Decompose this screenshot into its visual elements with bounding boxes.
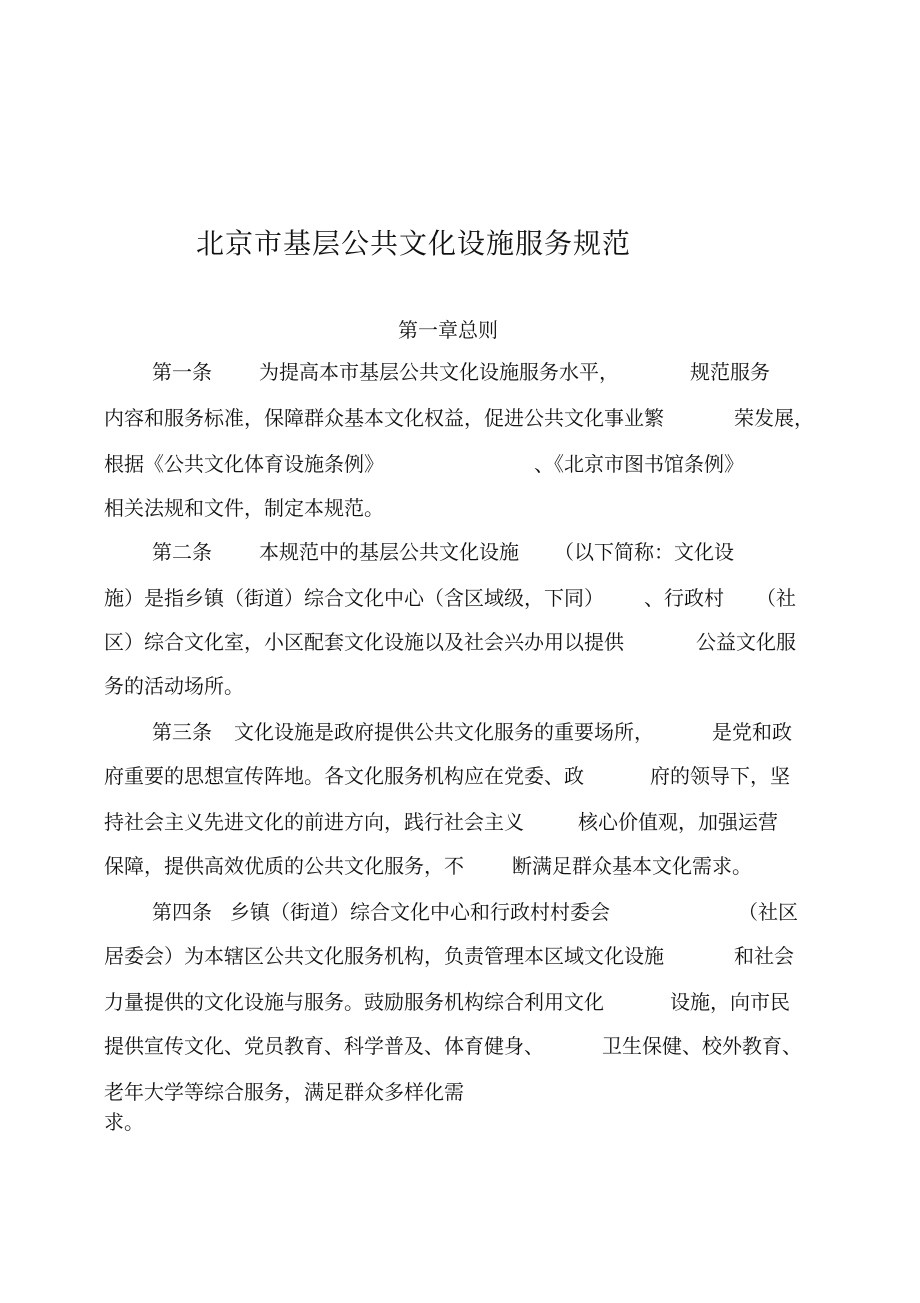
text-segment: 施）是指乡镇（街道）综合文化中心（含区域级，下同） (104, 586, 604, 610)
text-segment: 区）综合文化室，小区配套文化设施以及社会兴办用以提供 (104, 630, 624, 654)
text-segment: 断满足群众基本文化需求。 (512, 854, 752, 878)
text-segment: 规范服务 (690, 360, 770, 384)
text-segment: 荣发展， (734, 406, 814, 430)
text-segment: 内容和服务标准，保障群众基本文化权益，促进公共文化事业繁 (104, 406, 664, 430)
text-segment: 根据《公共文化体育设施条例》 (104, 452, 384, 476)
text-segment: 持社会主义先进文化的前进方向，践行社会主义 (104, 810, 524, 834)
text-segment: 、行政村 (644, 586, 724, 610)
text-segment: 府重要的思想宣传阵地。各文化服务机构应在党委、政 (104, 764, 584, 788)
article-2-label: 第二条 (152, 540, 212, 564)
text-segment: 文化设施是政府提供公共文化服务的重要场所， (234, 720, 654, 744)
text-segment: （社 (756, 586, 796, 610)
text-segment: 提供宣传文化、党员教育、科学普及、体育健身、 (104, 1034, 544, 1058)
article-3-label: 第三条 (152, 720, 212, 744)
text-segment: 、《北京市图书馆条例》 (534, 452, 744, 476)
article-1-label: 第一条 (152, 360, 212, 384)
text-segment: 老年大学等综合服务，满足群众多样化需 (104, 1080, 464, 1104)
text-segment: 相关法规和文件，制定本规范。 (104, 496, 384, 520)
text-segment: 力量提供的文化设施与服务。豉励服务机构综合利用文化 (104, 990, 604, 1014)
document-title: 北京市基层公共文化设施服务规范 (196, 227, 632, 260)
text-segment: 居委会）为本辖区公共文化服务机构，负责管理本区域文化设施 (104, 944, 664, 968)
text-segment: 为提高本市基层公共文化设施服务水平， (259, 360, 619, 384)
text-segment: 卫生保健、校外教育、 (602, 1034, 802, 1058)
text-segment: 务的活动场所。 (104, 674, 244, 698)
text-segment: 本规范中的基层公共文化设施 (259, 540, 519, 564)
text-segment: 求。 (104, 1110, 144, 1134)
text-segment: （社区 (738, 900, 798, 924)
text-segment: 设施，向市民 (670, 990, 790, 1014)
text-segment: 核心价值观，加强运营 (578, 810, 778, 834)
text-segment: 公益文化服 (696, 630, 796, 654)
text-segment: 和社会 (734, 944, 794, 968)
text-segment: 保障，提供高效优质的公共文化服务，不 (104, 854, 464, 878)
text-segment: （以下简称：文化设 (554, 540, 734, 564)
text-segment: 府的领导下，坚 (650, 764, 790, 788)
article-4-label: 第四条 (152, 900, 212, 924)
text-segment: 乡镇（街道）综合文化中心和行政村村委会 (230, 900, 610, 924)
text-segment: 是党和政 (712, 720, 792, 744)
chapter-heading: 第一章总则 (398, 318, 498, 342)
